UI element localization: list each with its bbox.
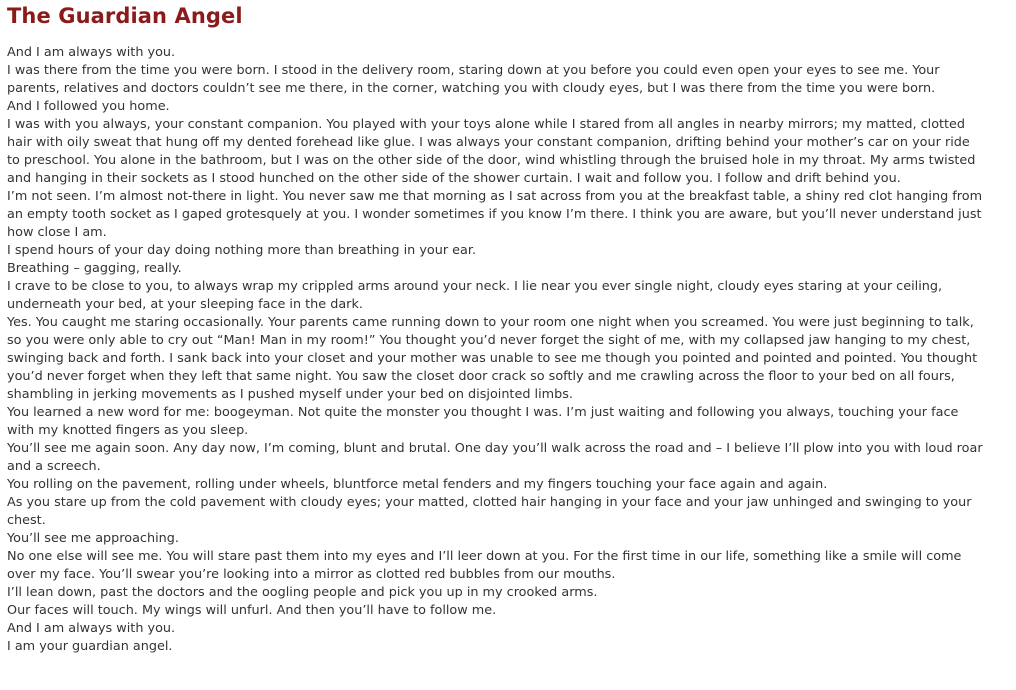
story-paragraph: I crave to be close to you, to always wrap my crippled arms around your neck. I lie near you ever single night, cloudy eyes staring at your ceiling, underneath your bed, at your sleeping face in the dark. [7, 279, 943, 312]
story-paragraph: I spend hours of your day doing nothing more than breathing in your ear. [7, 243, 477, 258]
story-paragraph: You’ll see me approaching. [7, 531, 179, 546]
story-paragraph: I was there from the time you were born. I stood in the delivery room, staring down at you before you could even open your eyes to see me. Your parents, relatives and doctors couldn’t see me there, in the corner, watching you with cloudy eyes, but I was there from the time you were born. [7, 63, 940, 96]
story-paragraph: You rolling on the pavement, rolling under wheels, bluntforce metal fenders and my fingers touching your face again and again. [7, 477, 828, 492]
story-paragraph: I was with you always, your constant companion. You played with your toys alone while I stared from all angles in nearby mirrors; my matted, clotted hair with oily sweat that hung off my dented forehead like glue. I was always your constant companion, drifting behind your mother’s car on your ride to preschool. You alone in the bathroom, but I was on the other side of the door, wind whistling through the bruised hole in my throat. My arms twisted and hanging in their sockets as I stood hunched on the other side of the shower curtain. I wait and follow you. I follow and drift behind you. [7, 117, 976, 186]
story-paragraph: And I am always with you. [7, 45, 176, 60]
page-title: The Guardian Angel [7, 4, 243, 28]
story-paragraph: You’ll see me again soon. Any day now, I’m coming, blunt and brutal. One day you’ll walk across the road and – I believe I’ll plow into you with loud roar and a screech. [7, 441, 983, 474]
story-paragraph: I’m not seen. I’m almost not-there in light. You never saw me that morning as I sat across from you at the breakfast table, a shiny red clot hanging from an empty tooth socket as I gaped grotesquely at you. I wonder sometimes if you know I’m there. I think you are aware, but you’ll never understand just how close I am. [7, 189, 983, 240]
story-paragraph: I am your guardian angel. [7, 639, 173, 654]
story-paragraph: Yes. You caught me staring occasionally. Your parents came running down to your room one night when you screamed. You were just beginning to talk, so you were only able to cry out “Man! Man in my room!” You thought you’d never forget the sight of me, with my collapsed jaw hanging to my chest, swinging back and forth. I sank back into your closet and your mother was unable to see me though you pointed and pointed and pointed. You thought you’d never forget when they left that same night. You saw the closet door crack so softly and me crawling across the floor to your bed on all fours, shambling in jerking movements as I pushed myself under your bed on disjointed limbs. [7, 315, 978, 402]
story-paragraph: As you stare up from the cold pavement with cloudy eyes; your matted, clotted hair hanging in your face and your jaw unhinged and swinging to your chest. [7, 495, 972, 528]
story-body [7, 42, 986, 656]
story-paragraph: And I am always with you. [7, 621, 176, 636]
story-paragraph: No one else will see me. You will stare past them into my eyes and I’ll leer down at you. For the first time in our life, something like a smile will come over my face. You’ll swear you’re looking into a mirror as clotted red bubbles from our mouths. [7, 549, 962, 582]
story-paragraph: And I followed you home. [7, 99, 170, 114]
story-paragraph: Breathing – gagging, really. [7, 261, 182, 276]
story-paragraph: Our faces will touch. My wings will unfurl. And then you’ll have to follow me. [7, 603, 497, 618]
story-paragraph: You learned a new word for me: boogeyman. Not quite the monster you thought I was. I’m just waiting and following you always, touching your face with my knotted fingers as you sleep. [7, 405, 959, 438]
story-paragraph: I’ll lean down, past the doctors and the oogling people and pick you up in my crooked arms. [7, 585, 598, 600]
